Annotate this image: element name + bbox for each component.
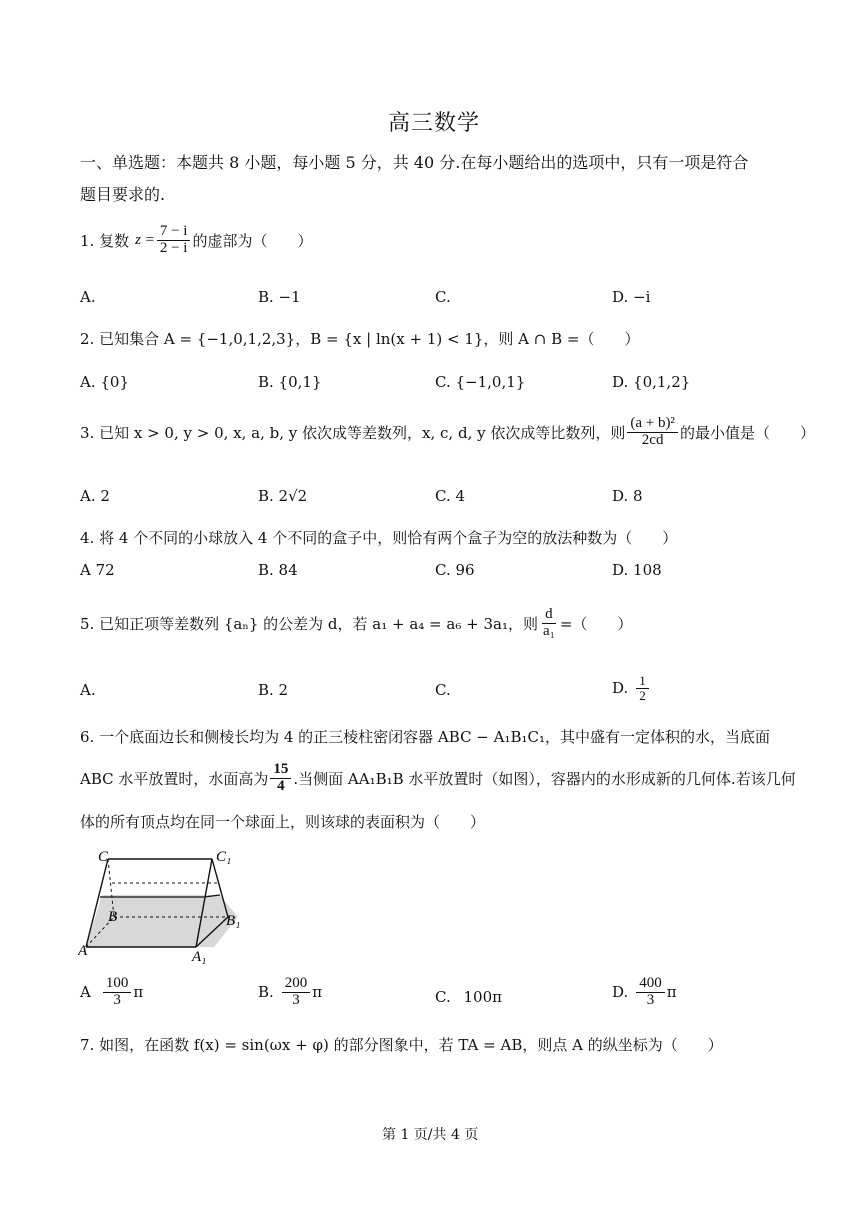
q2-option-b: B. {0,1} xyxy=(258,373,322,391)
q6-option-b xyxy=(258,976,322,1009)
q6-option-a-frac xyxy=(103,976,132,1009)
q1-frac-den: 2 − i xyxy=(159,239,188,256)
q6-frac-den: 4 xyxy=(277,777,285,794)
q1-frac-num: 7 − i xyxy=(157,224,191,241)
label-b1: B₁ xyxy=(226,913,241,929)
q6-option-a-label: A xyxy=(80,983,91,1002)
q6-option-b-tail: π xyxy=(312,983,323,1002)
q6-option-a xyxy=(80,976,143,1009)
q5-suffix: =（ ） xyxy=(559,614,633,633)
q6-option-b-den: 3 xyxy=(292,991,300,1008)
question-6-line2 xyxy=(80,762,796,795)
q6-option-b-frac xyxy=(282,976,311,1009)
q2-option-d: D. {0,1,2} xyxy=(612,373,691,391)
label-a1: A₁ xyxy=(192,949,207,965)
question-6-line3: 体的所有顶点均在同一个球面上，则该球的表面积为（ ） xyxy=(80,813,486,831)
q3-prefix: 3. 已知 x > 0, y > 0, x, a, b, y 依次成等差数列，x, c, d, y 依次成等比数列，则 xyxy=(80,423,626,442)
q6-option-c-value: 100π xyxy=(463,988,502,1006)
q6-option-a-den: 3 xyxy=(113,991,121,1008)
q3-fraction xyxy=(627,416,678,449)
q4-option-c: C. 96 xyxy=(435,561,475,579)
label-a: A xyxy=(78,943,88,959)
page-footer: 第 1 页/共 4 页 xyxy=(382,1127,479,1143)
q5-option-d-frac xyxy=(636,674,649,702)
q5-option-b: B. 2 xyxy=(258,681,289,699)
q4-option-d: D. 108 xyxy=(612,561,662,579)
q3-option-d: D. 8 xyxy=(612,487,643,505)
q6-option-d-label: D. xyxy=(612,983,629,1002)
q5-frac-num: d xyxy=(542,607,556,624)
prism-figure xyxy=(78,845,253,965)
label-c1: C₁ xyxy=(216,849,232,865)
q3-frac-den: 2cd xyxy=(641,431,664,448)
q6-option-a-tail: π xyxy=(133,983,144,1002)
q1-option-a: A. xyxy=(80,288,96,306)
q5-frac-den: a₁ xyxy=(542,622,555,639)
section-heading-line2: 题目要求的. xyxy=(80,185,166,204)
question-5 xyxy=(80,607,632,640)
q5-fraction xyxy=(540,607,558,640)
q6-option-b-label: B. xyxy=(258,983,274,1002)
question-3 xyxy=(80,416,815,449)
q4-option-b: B. 84 xyxy=(258,561,298,579)
q3-frac-num: (a + b)² xyxy=(627,416,678,433)
q6-option-d-tail: π xyxy=(666,983,677,1002)
q6-fraction xyxy=(270,762,291,795)
question-1 xyxy=(80,224,312,257)
q6-option-d xyxy=(612,976,677,1009)
question-4: 4. 将 4 个不同的小球放入 4 个不同的盒子中，则恰有两个盒子为空的放法种数为（ ） xyxy=(80,529,678,547)
q6-option-d-den: 3 xyxy=(646,991,655,1008)
label-c: C xyxy=(98,849,109,865)
q3-option-b: B. 2√2 xyxy=(258,487,308,505)
q6-option-d-num: 400 xyxy=(636,976,665,993)
q3-option-c: C. 4 xyxy=(435,487,466,505)
q5-option-d-label: D. xyxy=(612,679,629,698)
section-heading-line1: 一、单选题：本题共 8 小题，每小题 5 分，共 40 分.在每小题给出的选项中，只有一项是符合 xyxy=(80,153,749,172)
q3-suffix: 的最小值是（ ） xyxy=(679,423,815,442)
question-6-line1: 6. 一个底面边长和侧棱长均为 4 的正三棱柱密闭容器 ABC − A₁B₁C₁，其中盛有一定体积的水，当底面 xyxy=(80,728,771,746)
q6-option-d-frac xyxy=(636,976,665,1009)
q5-option-c: C. xyxy=(435,681,451,699)
q1-suffix: 的虚部为（ ） xyxy=(192,231,313,250)
q6-option-b-num: 200 xyxy=(282,976,311,993)
q5-option-a: A. xyxy=(80,681,96,699)
q5-option-d-den: 2 xyxy=(639,687,646,703)
question-7: 7. 如图，在函数 f(x) = sin(ωx + φ) 的部分图象中，若 TA = AB，则点 A 的纵坐标为（ ） xyxy=(80,1036,723,1054)
q2-option-c: C. {−1,0,1} xyxy=(435,373,526,391)
page-title: 高三数学 xyxy=(388,111,481,136)
q6-frac-num: 15 xyxy=(270,762,291,779)
q1-option-d: D. −i xyxy=(612,288,651,306)
q6-option-c xyxy=(435,988,502,1006)
q6-line2-prefix: ABC 水平放置时，水面高为 xyxy=(80,769,269,788)
q6-option-a-num: 100 xyxy=(103,976,132,993)
q1-prefix: 1. 复数 xyxy=(80,231,130,250)
q5-option-d-num: 1 xyxy=(636,674,649,689)
q3-option-a: A. 2 xyxy=(80,487,110,505)
q1-option-b: B. −1 xyxy=(258,288,301,306)
q6-option-c-label: C. xyxy=(435,988,451,1006)
q1-formula-lhs: z = xyxy=(135,231,155,248)
q1-option-c: C. xyxy=(435,288,451,306)
q6-line2-suffix: .当侧面 AA₁B₁B 水平放置时（如图），容器内的水形成新的几何体.若该几何 xyxy=(293,769,796,788)
q5-option-d xyxy=(612,674,651,702)
label-b: B xyxy=(108,909,118,925)
q4-option-a: A 72 xyxy=(80,561,115,579)
q2-option-a: A. {0} xyxy=(80,373,129,391)
q1-fraction xyxy=(157,224,191,257)
q5-prefix: 5. 已知正项等差数列 {aₙ} 的公差为 d，若 a₁ + a₄ = a₆ + 3a₁，则 xyxy=(80,614,538,633)
question-2: 2. 已知集合 A = {−1,0,1,2,3}，B = {x | ln(x + 1) < 1}，则 A ∩ B =（ ） xyxy=(80,330,640,348)
